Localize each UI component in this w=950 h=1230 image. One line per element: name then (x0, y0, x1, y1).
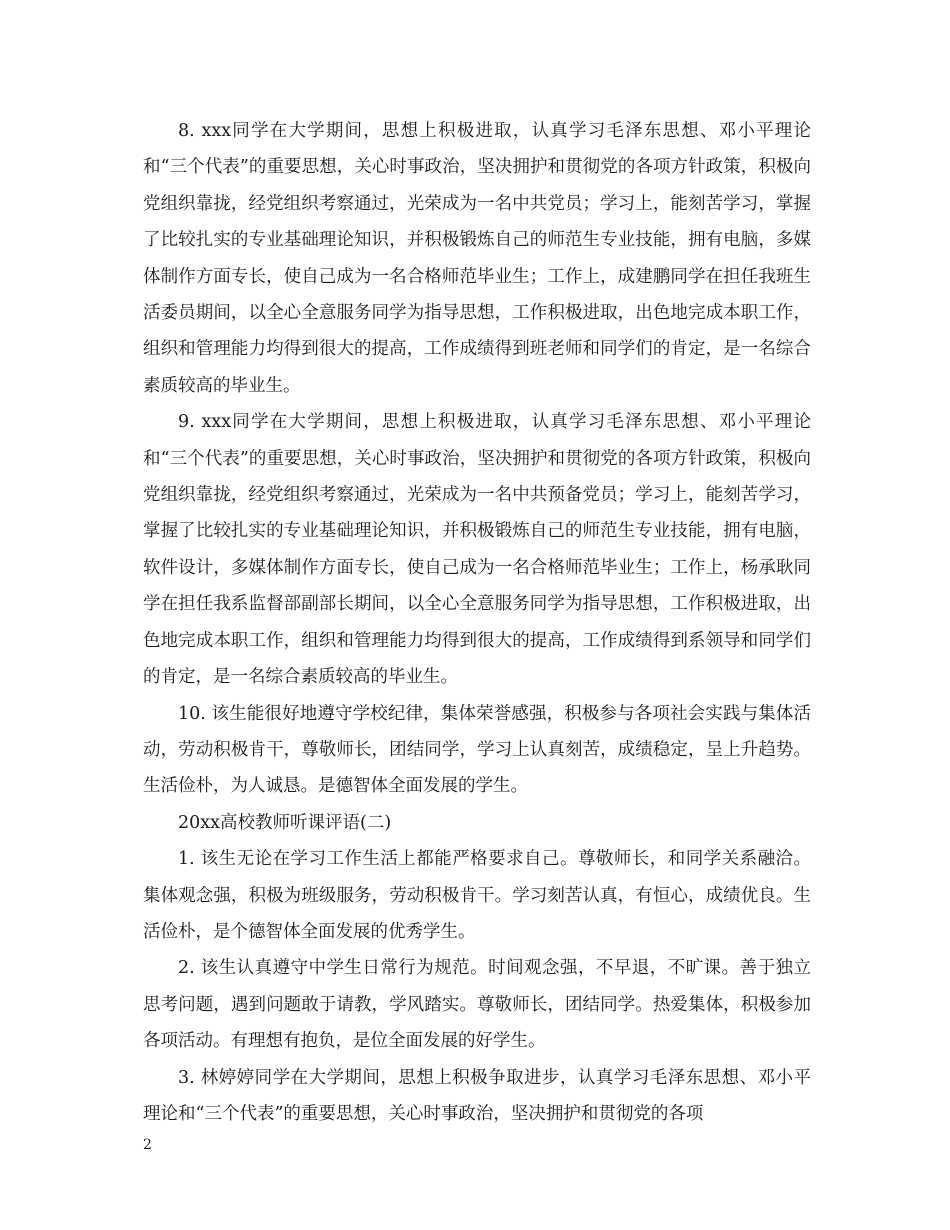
paragraph-item-10: 10. 该生能很好地遵守学校纪律，集体荣誉感强，积极参与各项社会实践与集体活动，劳动积极肯干，尊敬师长，团结同学，学习上认真刻苦，成绩稳定，呈上升趋势。生活俭朴，为人诚恳。是德智体全面发展的学生。 (143, 703, 811, 797)
paragraph-item-8: 8. xxx同学在大学期间，思想上积极进取，认真学习毛泽东思想、邓小平理论和“三个代表”的重要思想，关心时事政治，坚决拥护和贯彻党的各项方针政策，积极向党组织靠拢，经党组织考察通过，光荣成为一名中共党员；学习上，能刻苦学习，掌握了比较扎实的专业基础理论知识，并积极锻炼自己的师范生专业技能，拥有电脑，多媒体制作方面专长，使自己成为一名合格师范毕业生；工作上，成建鹏同学在担任我班生活委员期间，以全心全意服务同学为指导思想，工作积极进取，出色地完成本职工作，组织和管理能力均得到很大的提高，工作成绩得到班老师和同学们的肯定，是一名综合素质较高的毕业生。 (143, 121, 811, 396)
section-heading: 20xx高校教师听课评语(二) (178, 812, 392, 833)
page-number: 2 (143, 1137, 152, 1153)
section-paragraph-3: 3. 林婷婷同学在大学期间，思想上积极争取进步，认真学习毛泽东思想、邓小平理论和“三个代表”的重要思想，关心时事政治，坚决拥护和贯彻党的各项 (143, 1067, 811, 1124)
section-paragraph-2: 2. 该生认真遵守中学生日常行为规范。时间观念强，不早退，不旷课。善于独立思考问题，遇到问题敢于请教，学风踏实。尊敬师长，团结同学。热爱集体，积极参加各项活动。有理想有抱负，是位全面发展的好学生。 (143, 958, 811, 1052)
document-body (143, 113, 811, 1132)
section-paragraph-1: 1. 该生无论在学习工作生活上都能严格要求自己。尊敬师长，和同学关系融洽。集体观念强，积极为班级服务，劳动积极肯干。学习刻苦认真，有恒心，成绩优良。生活俭朴，是个德智体全面发展的优秀学生。 (143, 849, 811, 942)
paragraph-item-9: 9. xxx同学在大学期间，思想上积极进取，认真学习毛泽东思想、邓小平理论和“三个代表”的重要思想，关心时事政治，坚决拥护和贯彻党的各项方针政策，积极向党组织靠拢，经党组织考察通过，光荣成为一名中共预备党员；学习上，能刻苦学习，掌握了比较扎实的专业基础理论知识，并积极锻炼自己的师范生专业技能，拥有电脑，软件设计，多媒体制作方面专长，使自己成为一名合格师范毕业生；工作上，杨承耿同学在担任我系监督部副部长期间，以全心全意服务同学为指导思想，工作积极进取，出色地完成本职工作，组织和管理能力均得到很大的提高，工作成绩得到系领导和同学们的肯定，是一名综合素质较高的毕业生。 (143, 412, 811, 688)
